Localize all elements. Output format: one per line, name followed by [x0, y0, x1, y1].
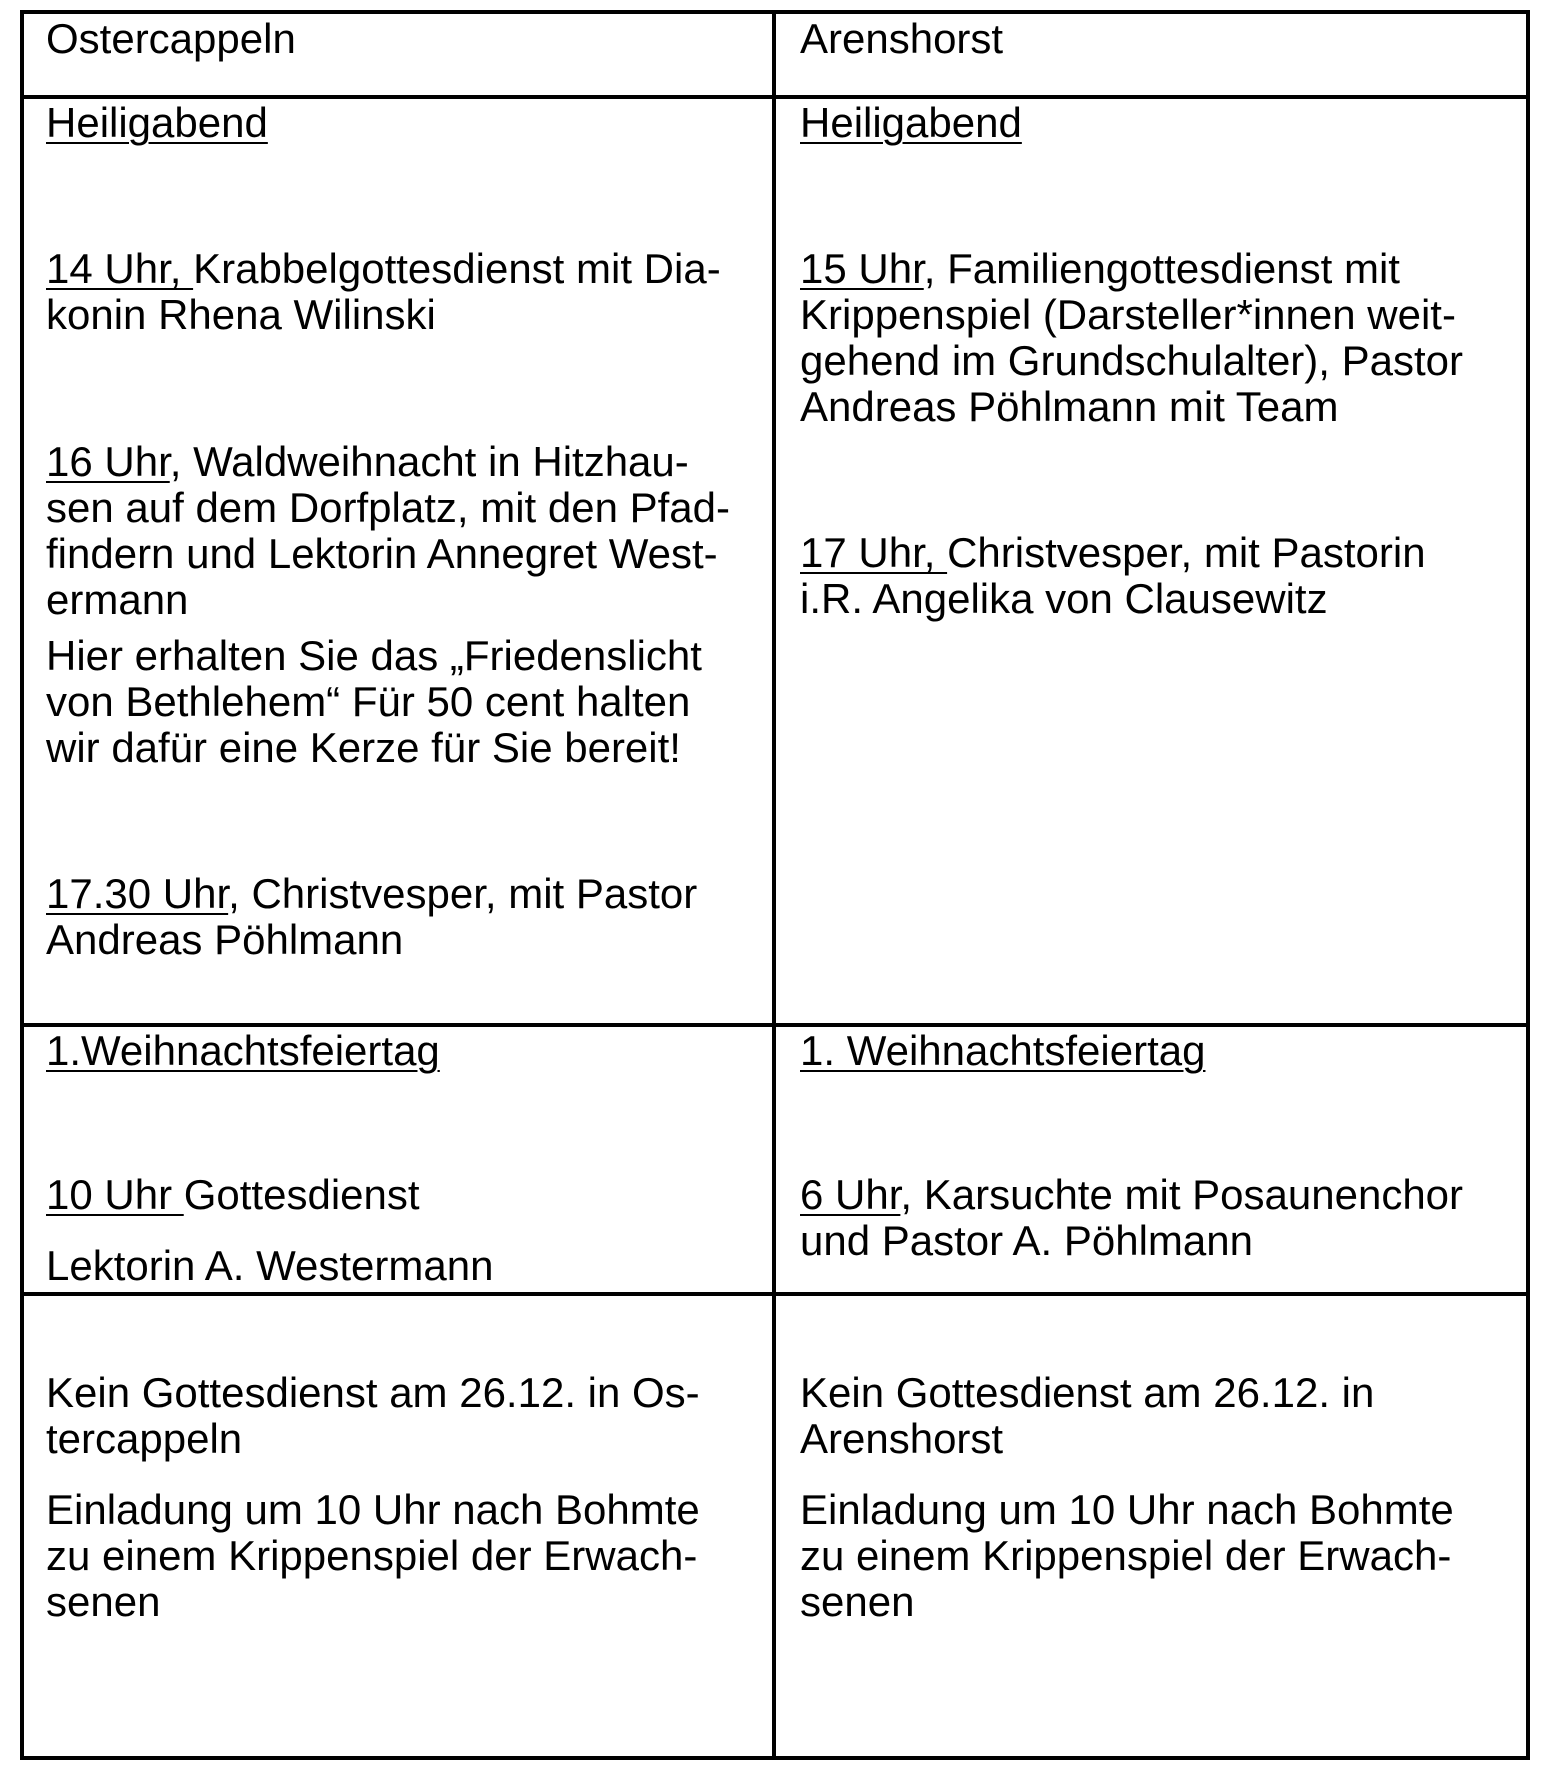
service-time: 17 Uhr, [800, 529, 948, 576]
no-service-note: Kein Gottesdienst am 26.12. in Os- [46, 1369, 700, 1416]
section-title: Heiligabend [46, 99, 268, 146]
section-title: 1. Weihnachtsfeiertag [800, 1027, 1206, 1074]
no-service-note: Kein Gottesdienst am 26.12. in [800, 1369, 1375, 1416]
service-time: 16 Uhr [46, 438, 170, 485]
section-title: Heiligabend [800, 99, 1022, 146]
service-time: 15 Uhr [800, 245, 924, 292]
service-entry: 17 Uhr, Christvesper, mit Pastorin [800, 529, 1426, 576]
footer-ostercappeln-cell: Kein Gottesdienst am 26.12. in Os- tercappeln Einladung um 10 Uhr nach Bohmte zu einem Krippenspiel der Erwach- senen [46, 1370, 766, 1625]
service-entry: 15 Uhr, Familiengottesdienst mit [800, 245, 1400, 292]
section-title: 1.Weihnachtsfeiertag [46, 1027, 440, 1074]
service-note: Lektorin A. Westermann [46, 1242, 494, 1289]
table-border-right [1526, 11, 1530, 1760]
heiligabend-ostercappeln-cell: Heiligabend 14 Uhr, Krabbelgottesdienst mit Dia- konin Rhena Wilinski 16 Uhr, Waldweihnacht in Hitzhau- sen auf dem Dorfplatz, mit den Pfad- findern und Lektorin Annegret West- ermann Hier erhalten Sie das „Friedenslicht von Bethlehem“ Für 50 cent halten wir dafür eine Kerze für Sie bereit! 17.30 Uhr, Christvesper, mit Pastor Andreas Pöhlmann [46, 100, 766, 963]
column-divider [772, 11, 776, 1760]
friedenslicht-note: Hier erhalten Sie das „Friedenslicht [46, 632, 702, 679]
column-title-ostercappeln: Ostercappeln [46, 15, 296, 62]
header-cell-arenshorst [800, 16, 1500, 62]
table-border-left [20, 11, 24, 1760]
service-time: 10 Uhr [46, 1171, 184, 1218]
footer-arenshorst-cell: Kein Gottesdienst am 26.12. in Arenshorst Einladung um 10 Uhr nach Bohmte zu einem Krippenspiel der Erwach- senen [800, 1370, 1500, 1625]
invitation-note: Einladung um 10 Uhr nach Bohmte [46, 1486, 700, 1533]
invitation-note: Einladung um 10 Uhr nach Bohmte [800, 1486, 1454, 1533]
service-entry: 10 Uhr Gottesdienst [46, 1171, 420, 1218]
heiligabend-arenshorst-cell: Heiligabend 15 Uhr, Familiengottesdienst mit Krippenspiel (Darsteller*innen weit- gehend im Grundschulalter), Pastor Andreas Pöhlmann mit Team 17 Uhr, Christvesper, mit Pastorin i.R. Angelika von Clausewitz [800, 100, 1500, 622]
service-entry: 16 Uhr, Waldweihnacht in Hitzhau- [46, 438, 689, 485]
service-entry: 6 Uhr, Karsuchte mit Posaunenchor [800, 1171, 1464, 1218]
service-time: 17.30 Uhr [46, 870, 229, 917]
service-entry: 17.30 Uhr, Christvesper, mit Pastor [46, 870, 698, 917]
header-cell-ostercappeln [46, 16, 766, 62]
feiertag-arenshorst-cell: 1. Weihnachtsfeiertag 6 Uhr, Karsuchte mit Posaunenchor und Pastor A. Pöhlmann [800, 1028, 1500, 1264]
feiertag-ostercappeln-cell [46, 1028, 766, 1289]
service-entry: 14 Uhr, Krabbelgottesdienst mit Dia- [46, 245, 721, 292]
service-time: 14 Uhr, [46, 245, 194, 292]
column-title-arenshorst: Arenshorst [800, 15, 1004, 62]
service-time: 6 Uhr [800, 1171, 901, 1218]
